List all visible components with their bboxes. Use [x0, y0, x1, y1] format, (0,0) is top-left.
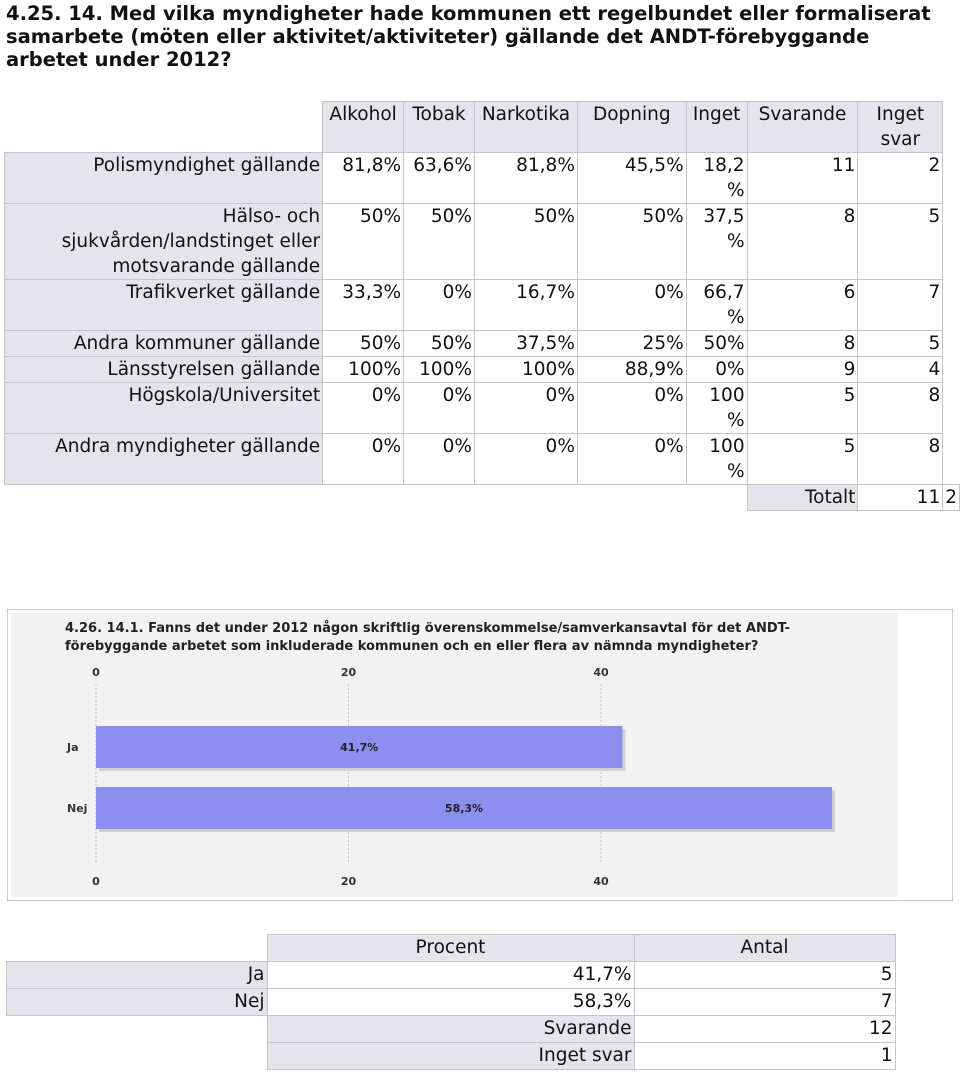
- table-cell: 50%: [404, 204, 475, 280]
- table-cell: 50%: [323, 204, 404, 280]
- category-label: Ja: [67, 741, 79, 754]
- table-cell: 50%: [577, 204, 686, 280]
- table-cell: 0%: [577, 383, 686, 434]
- antal-cell: 5: [634, 962, 895, 989]
- table-cell: 50%: [323, 331, 404, 357]
- table-cell: 8: [747, 331, 858, 357]
- antal-cell: 7: [634, 989, 895, 1016]
- total-inget-svar: 2: [943, 485, 960, 511]
- table-cell: 0%: [323, 434, 404, 485]
- header-narkotika: Narkotika: [475, 102, 578, 153]
- row-label: Hälso- och sjukvården/landstinget eller motsvarande gällande: [5, 204, 323, 280]
- results-table: [4, 101, 960, 511]
- table-cell: 100%: [404, 357, 475, 383]
- summary-label: Svarande: [267, 1016, 634, 1043]
- summary-header-row: [7, 935, 896, 962]
- data-label: 58,3%: [444, 802, 484, 815]
- header-inget: Inget: [686, 102, 747, 153]
- table-cell: 50%: [404, 331, 475, 357]
- table-cell: 5: [747, 383, 858, 434]
- row-label: Andra kommuner gällande: [5, 331, 323, 357]
- table-cell: 100%: [323, 357, 404, 383]
- table-cell: 81,8%: [475, 153, 578, 204]
- table-cell: 6: [747, 280, 858, 331]
- table-cell: 5: [747, 434, 858, 485]
- table-row: [7, 962, 896, 989]
- table-cell: 9: [747, 357, 858, 383]
- row-label: Nej: [7, 989, 268, 1016]
- table-row: [5, 204, 960, 280]
- table-cell: 11: [747, 153, 858, 204]
- table-cell: 81,8%: [323, 153, 404, 204]
- table-cell: 66,7 %: [686, 280, 747, 331]
- table-cell: 25%: [577, 331, 686, 357]
- total-label: Totalt: [747, 485, 858, 511]
- question-title: 4.25. 14. Med vilka myndigheter hade kommunen ett regelbundet eller formaliserat samarbete (möten eller aktivitet/aktiviteter) gällande det ANDT-förebyggande arbetet under 2012?: [6, 2, 931, 71]
- summary-label: Inget svar: [267, 1043, 634, 1070]
- bar-chart: [7, 609, 953, 901]
- table-cell: 0%: [577, 280, 686, 331]
- table-row: [5, 383, 960, 434]
- table-cell: 7: [858, 280, 943, 331]
- row-label: Ja: [7, 962, 268, 989]
- table-cell: 8: [858, 434, 943, 485]
- table-row: [5, 357, 960, 383]
- procent-cell: 41,7%: [267, 962, 634, 989]
- table-cell: 0%: [475, 383, 578, 434]
- chart-title: 4.26. 14.1. Fanns det under 2012 någon skriftlig överenskommelse/samverkansavtal för det ANDT-förebyggande arbetet som inkluderade kommunen och en eller flera av nämnda myndigheter?: [65, 621, 790, 654]
- table-cell: 2: [858, 153, 943, 204]
- x-tick-label-bottom: 0: [92, 875, 100, 888]
- table-cell: 100%: [475, 357, 578, 383]
- table-cell: 8: [747, 204, 858, 280]
- table-row: [7, 989, 896, 1016]
- table-cell: 4: [858, 357, 943, 383]
- x-tick-label-top: 20: [340, 666, 357, 679]
- row-label: Trafikverket gällande: [5, 280, 323, 331]
- table-cell: 0%: [404, 280, 475, 331]
- table-cell: 0%: [475, 434, 578, 485]
- x-tick-label-top: 40: [593, 666, 609, 679]
- table-cell: 5: [858, 331, 943, 357]
- table-cell: 45,5%: [577, 153, 686, 204]
- table-header-row: [5, 102, 960, 153]
- table-cell: 100 %: [686, 383, 747, 434]
- procent-cell: 58,3%: [267, 989, 634, 1016]
- summary-antal: 12: [634, 1016, 895, 1043]
- row-label: Länsstyrelsen gällande: [5, 357, 323, 383]
- header-inget-svar: Inget svar: [858, 102, 943, 153]
- header-dopning: Dopning: [577, 102, 686, 153]
- summary-row: [7, 1043, 896, 1070]
- row-label: Polismyndighet gällande: [5, 153, 323, 204]
- header-procent: Procent: [267, 935, 634, 962]
- row-label: Högskola/Universitet: [5, 383, 323, 434]
- table-cell: 37,5%: [475, 331, 578, 357]
- table-row: [5, 280, 960, 331]
- table-row: [5, 153, 960, 204]
- total-row: [5, 485, 960, 511]
- table-cell: 33,3%: [323, 280, 404, 331]
- table-cell: 18,2 %: [686, 153, 747, 204]
- table-cell: 0%: [577, 434, 686, 485]
- table-cell: 100 %: [686, 434, 747, 485]
- table-cell: 5: [858, 204, 943, 280]
- table-cell: 63,6%: [404, 153, 475, 204]
- category-label: Nej: [67, 802, 88, 815]
- x-tick-label-bottom: 40: [593, 875, 609, 888]
- table-cell: 16,7%: [475, 280, 578, 331]
- table-cell: 88,9%: [577, 357, 686, 383]
- row-label: Andra myndigheter gällande: [5, 434, 323, 485]
- header-antal: Antal: [634, 935, 895, 962]
- summary-antal: 1: [634, 1043, 895, 1070]
- x-tick-label-top: 0: [92, 666, 100, 679]
- x-tick-label-bottom: 20: [340, 875, 357, 888]
- table-cell: 8: [858, 383, 943, 434]
- table-corner: [5, 102, 323, 153]
- table-cell: 50%: [686, 331, 747, 357]
- table-cell: 0%: [686, 357, 747, 383]
- table-cell: 0%: [404, 434, 475, 485]
- total-svarande: 11: [858, 485, 943, 511]
- header-tobak: Tobak: [404, 102, 475, 153]
- summary-row: [7, 1016, 896, 1043]
- table-cell: 50%: [475, 204, 578, 280]
- bar-chart-svg: [7, 609, 953, 901]
- table-cell: 0%: [404, 383, 475, 434]
- summary-table: [6, 934, 896, 1070]
- header-svarande: Svarande: [747, 102, 858, 153]
- table-row: [5, 434, 960, 485]
- data-label: 41,7%: [340, 741, 379, 754]
- table-row: [5, 331, 960, 357]
- header-alkohol: Alkohol: [323, 102, 404, 153]
- table-cell: 37,5 %: [686, 204, 747, 280]
- table-cell: 0%: [323, 383, 404, 434]
